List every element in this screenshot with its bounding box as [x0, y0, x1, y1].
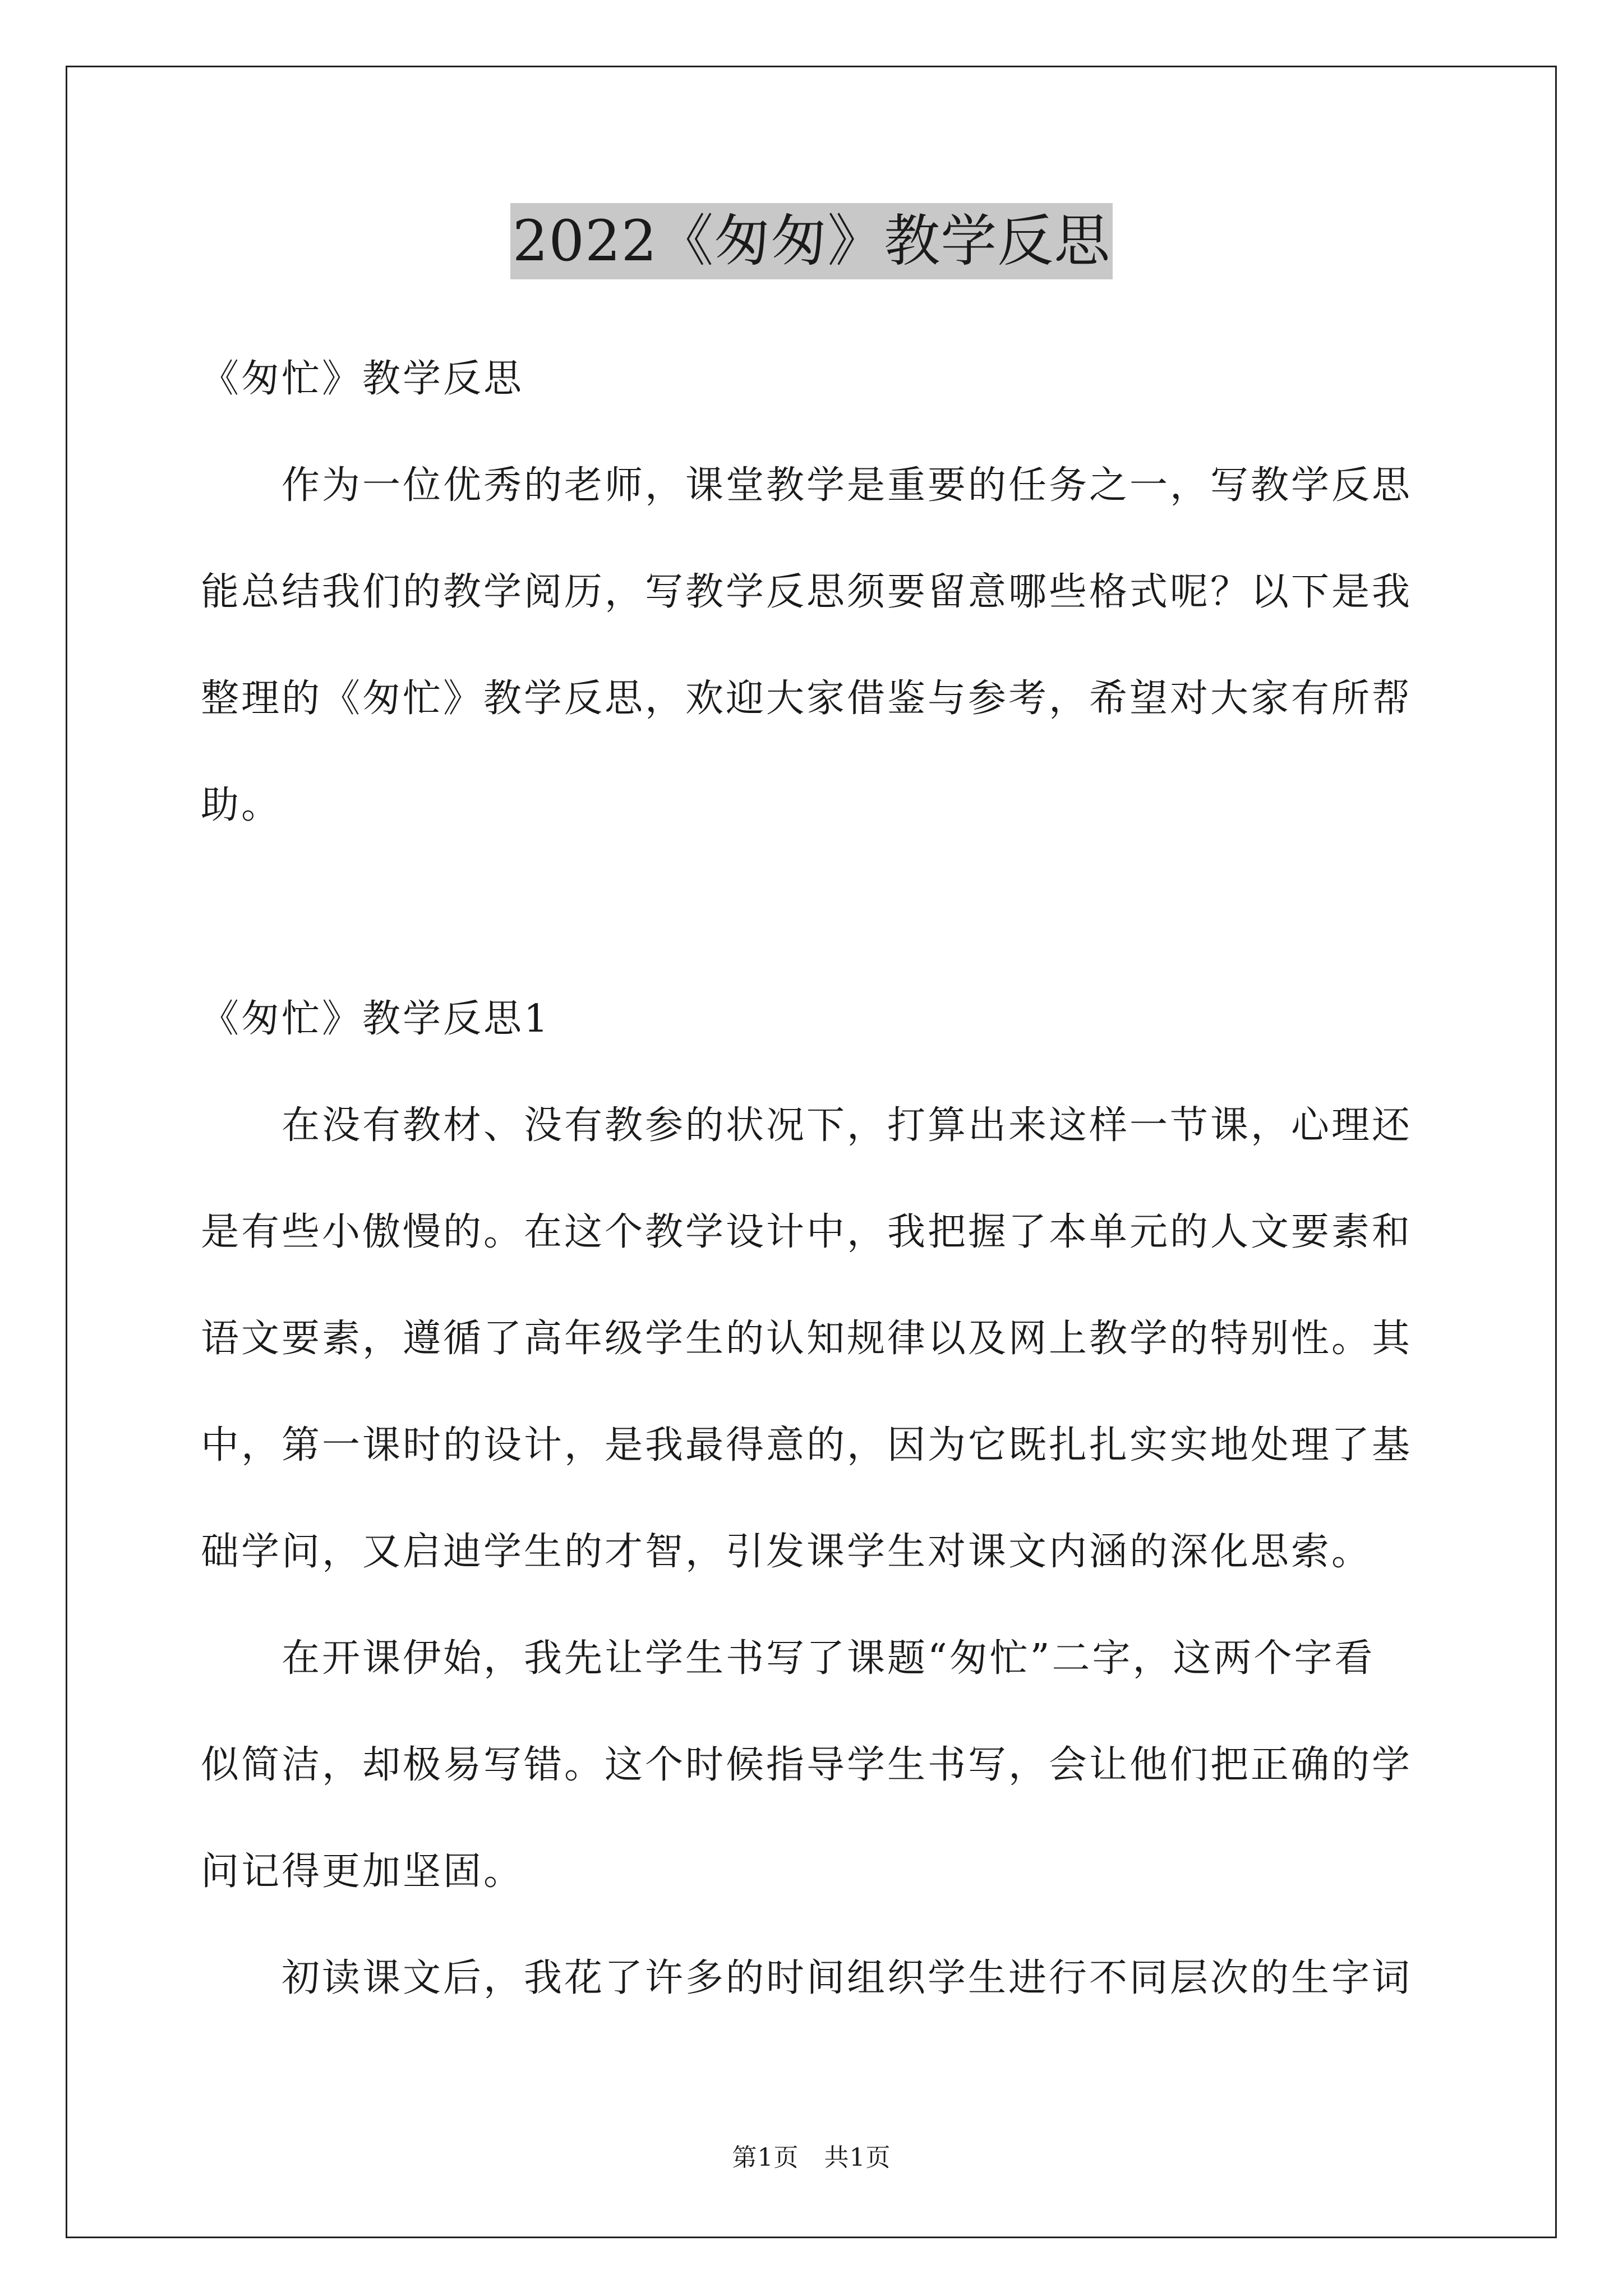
body-paragraph-2-line-2: 似简洁，却极易写错。这个时候指导学生书写，会让他们把正确的学: [201, 1743, 1413, 1787]
intro-heading: 《匆忙》教学反思: [201, 357, 524, 401]
body-paragraph-1-line-5: 础学问，又启迪学生的才智，引发课学生对课文内涵的深化思索。: [201, 1530, 1372, 1574]
section-heading-1: 《匆忙》教学反思1: [201, 997, 551, 1041]
body-paragraph-3-line-1: 初读课文后，我花了许多的时间组织学生进行不同层次的生字词: [201, 1956, 1413, 2000]
intro-paragraph-line-3: 整理的《匆忙》教学反思，欢迎大家借鉴与参考，希望对大家有所帮: [201, 677, 1413, 721]
page-number-footer: 第1页 共1页: [732, 2143, 891, 2172]
body-paragraph-2-line-3: 问记得更加坚固。: [201, 1849, 524, 1894]
body-paragraph-1-line-3: 语文要素，遵循了高年级学生的认知规律以及网上教学的特别性。其: [201, 1317, 1413, 1361]
intro-paragraph-line-1: 作为一位优秀的老师，课堂教学是重要的任务之一，写教学反思: [201, 463, 1413, 508]
body-paragraph-1-line-4: 中，第一课时的设计，是我最得意的，因为它既扎扎实实地处理了基: [201, 1423, 1413, 1467]
body-paragraph-1-line-2: 是有些小傲慢的。在这个教学设计中，我把握了本单元的人文要素和: [201, 1210, 1413, 1254]
title-container: [0, 203, 1623, 279]
document-title: 2022《匆匆》教学反思: [510, 203, 1113, 279]
body-paragraph-2-line-1: 在开课伊始，我先让学生书写了课题“匆忙”二字，这两个字看: [201, 1636, 1375, 1681]
intro-paragraph-line-4: 助。: [201, 783, 282, 827]
intro-paragraph-line-2: 能总结我们的教学阅历，写教学反思须要留意哪些格式呢？以下是我: [201, 570, 1413, 614]
body-paragraph-1-line-1: 在没有教材、没有教参的状况下，打算出来这样一节课，心理还: [201, 1103, 1413, 1148]
